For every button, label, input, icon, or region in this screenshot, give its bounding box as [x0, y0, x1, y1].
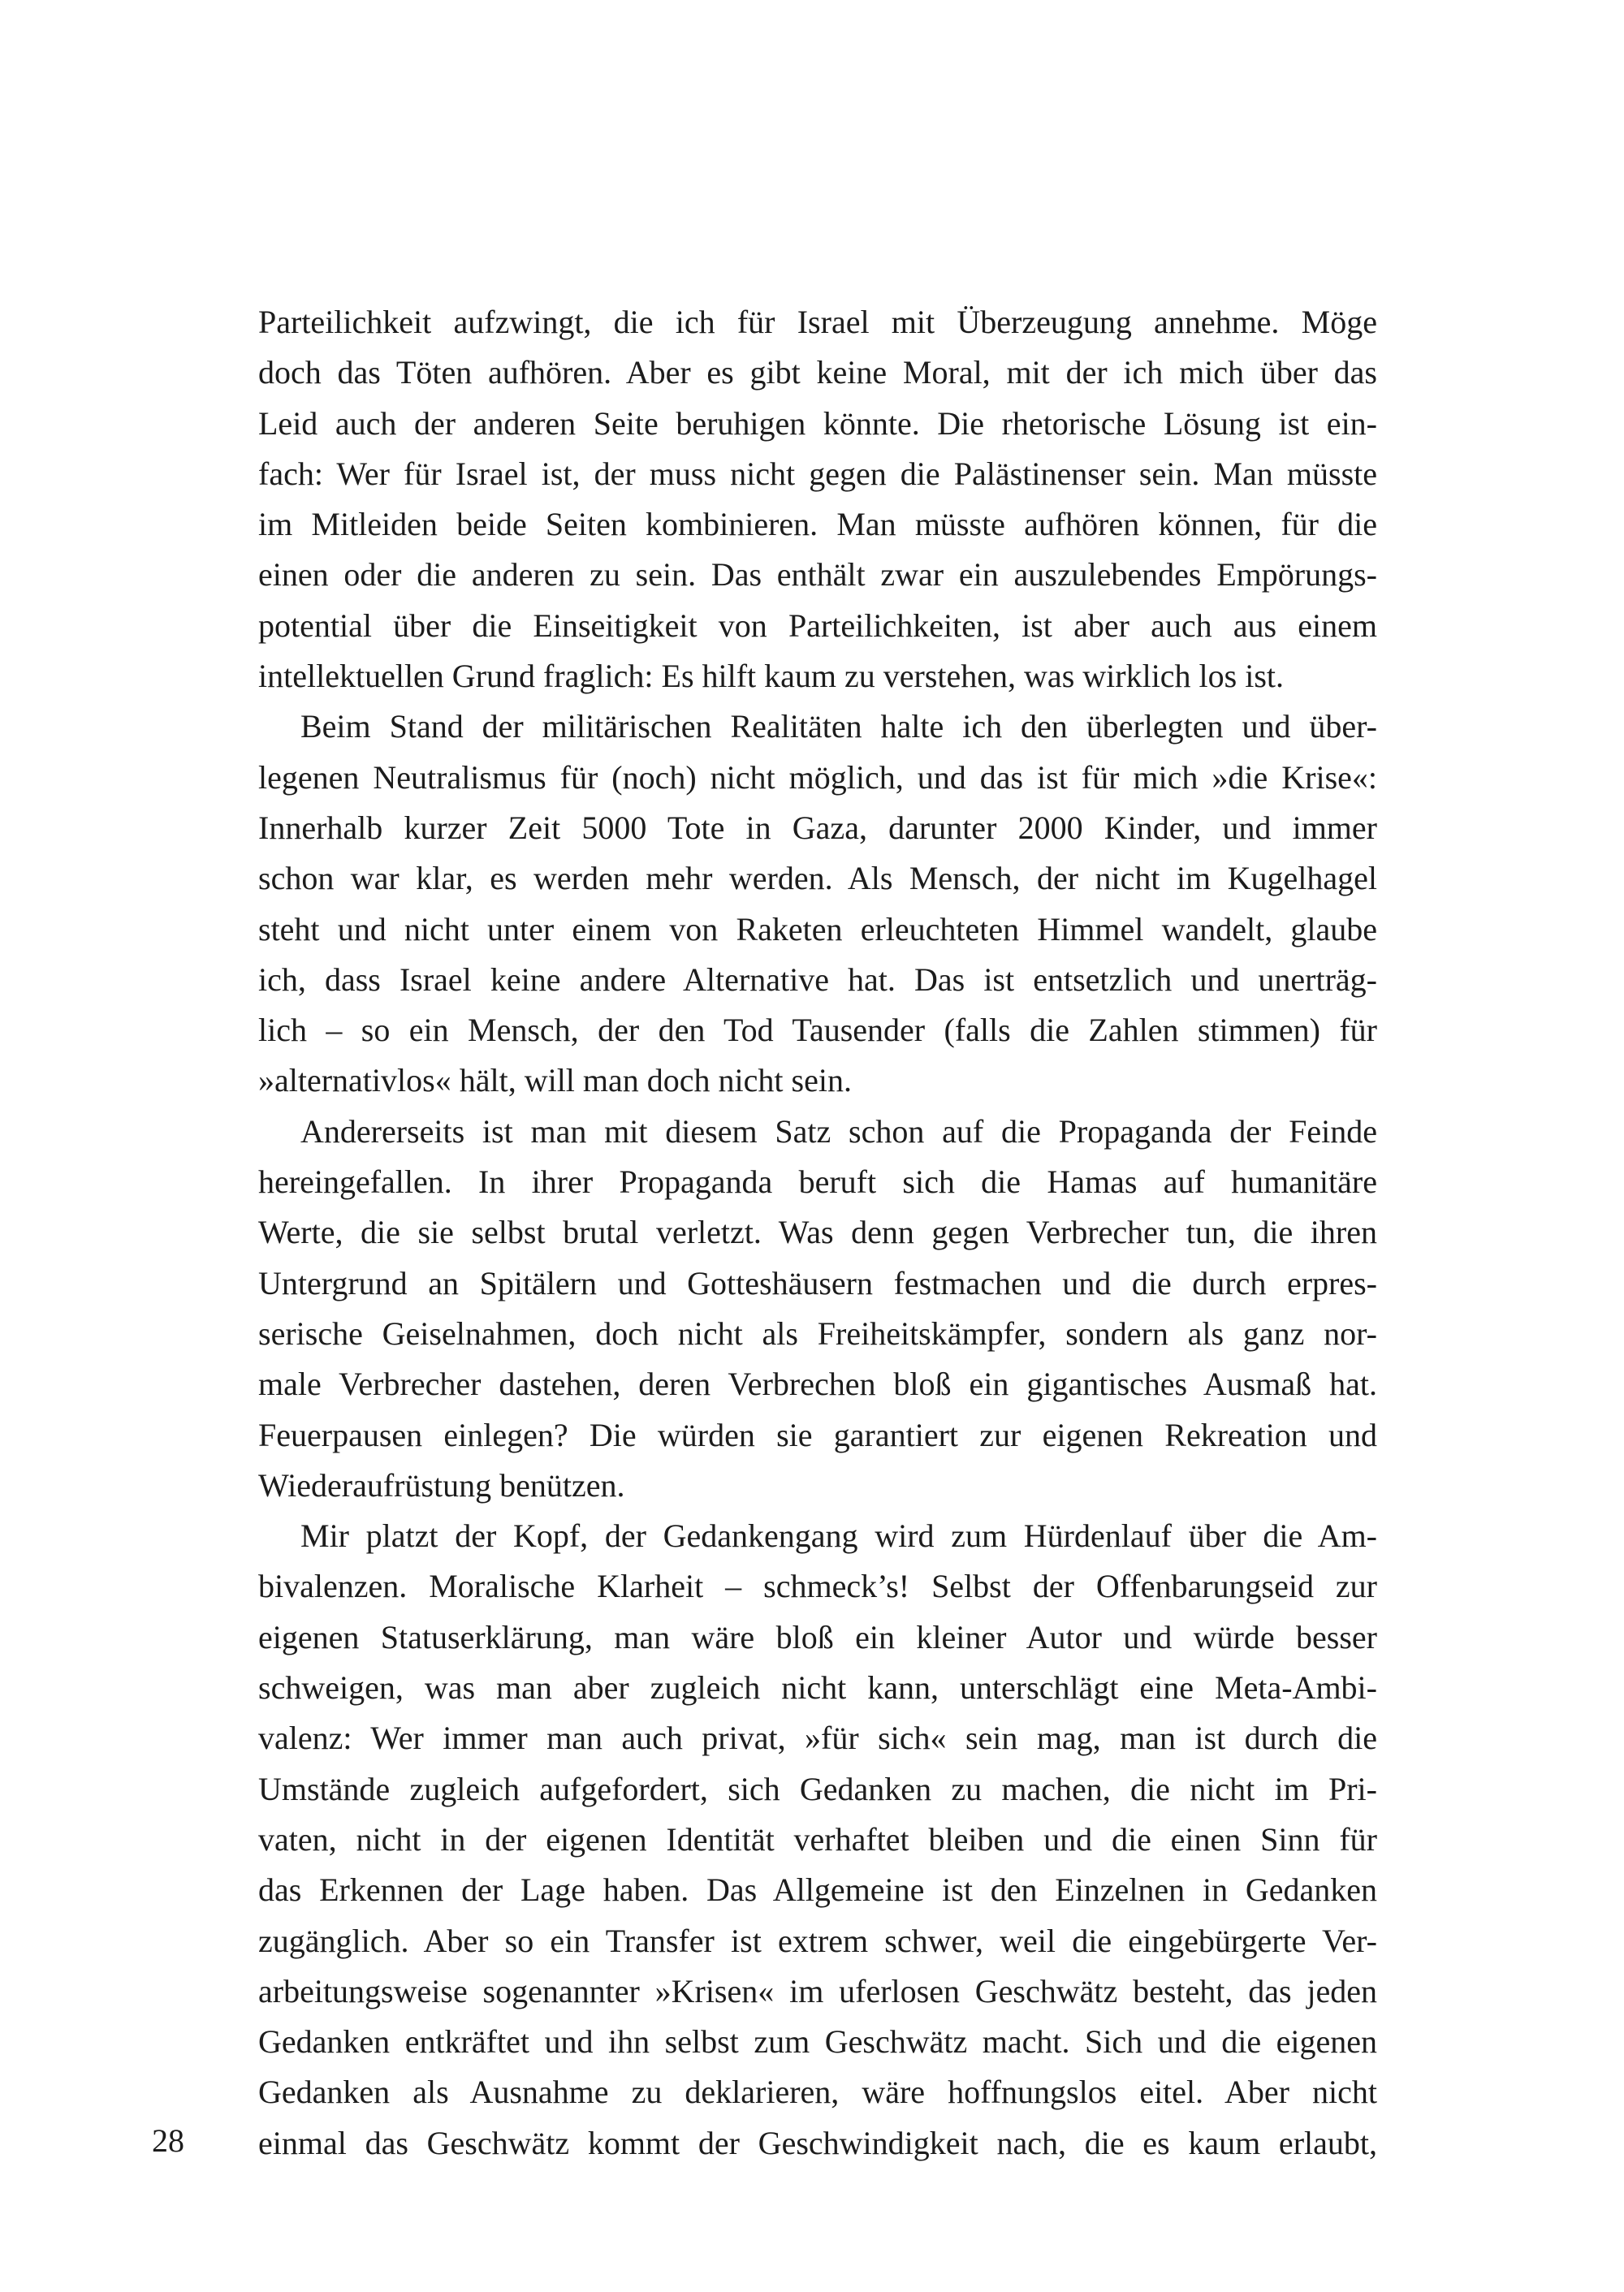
text-line: schon war klar, es werden mehr werden. Als Mensch, der nicht im Kugelhagel	[258, 860, 1377, 897]
text-line: »alternativlos« hält, will man doch nicht sein.	[258, 1062, 852, 1099]
paragraph	[258, 1511, 1377, 2169]
text-line: Werte, die sie selbst brutal verletzt. Was denn gegen Verbrecher tun, die ihren	[258, 1214, 1377, 1251]
text-line: einen oder die anderen zu sein. Das enthält zwar ein auszulebendes Empörungs-	[258, 556, 1377, 594]
body-text	[258, 297, 1377, 2169]
paragraph	[258, 297, 1377, 701]
text-line: das Erkennen der Lage haben. Das Allgemeine ist den Einzelnen in Gedanken	[258, 1871, 1377, 1909]
paragraph	[258, 701, 1377, 1106]
text-line: valenz: Wer immer man auch privat, »für sich« sein mag, man ist durch die	[258, 1720, 1377, 1757]
text-line: male Verbrecher dastehen, deren Verbrechen bloß ein gigantisches Ausmaß hat.	[258, 1366, 1377, 1403]
text-line: Parteilichkeit aufzwingt, die ich für Israel mit Überzeugung annehme. Möge	[258, 304, 1377, 340]
text-line: einmal das Geschwätz kommt der Geschwindigkeit nach, die es kaum erlaubt,	[258, 2124, 1377, 2161]
text-line: Leid auch der anderen Seite beruhigen könnte. Die rhetorische Lösung ist ein-	[258, 404, 1377, 442]
text-line: potential über die Einseitigkeit von Parteilichkeiten, ist aber auch aus einem	[258, 606, 1377, 644]
text-line: Beim Stand der militärischen Realitäten halte ich den überlegten und über-	[300, 708, 1377, 745]
text-line: Gedanken als Ausnahme zu deklarieren, wäre hoffnungslos eitel. Aber nicht	[258, 2074, 1377, 2111]
text-line: Mir platzt der Kopf, der Gedankengang wird zum Hürdenlauf über die Am-	[300, 1517, 1377, 1555]
paragraph	[258, 1107, 1377, 1511]
text-line: bivalenzen. Moralische Klarheit – schmeck’s! Selbst der Offenbarungseid zur	[258, 1568, 1377, 1605]
text-line: serische Geiselnahmen, doch nicht als Freiheitskämpfer, sondern als ganz nor-	[258, 1314, 1377, 1352]
text-line: zugänglich. Aber so ein Transfer ist extrem schwer, weil die eingebürgerte Ver-	[258, 1922, 1377, 1959]
text-line: ich, dass Israel keine andere Alternative hat. Das ist entsetzlich und unerträg-	[258, 960, 1377, 998]
text-line: doch das Töten aufhören. Aber es gibt keine Moral, mit der ich mich über das	[258, 354, 1377, 391]
text-line: im Mitleiden beide Seiten kombinieren. Man müsste aufhören können, für die	[258, 506, 1377, 543]
text-line: Feuerpausen einlegen? Die würden sie garantiert zur eigenen Rekreation und	[258, 1416, 1377, 1453]
text-line: vaten, nicht in der eigenen Identität verhaftet bleiben und die einen Sinn für	[258, 1820, 1377, 1858]
text-line: Umstände zugleich aufgefordert, sich Gedanken zu machen, die nicht im Pri-	[258, 1770, 1377, 1807]
text-line: schweigen, was man aber zugleich nicht kann, unterschlägt eine Meta-Ambi-	[258, 1669, 1377, 1707]
text-line: eigenen Statuserklärung, man wäre bloß ein kleiner Autor und würde besser	[258, 1618, 1377, 1655]
text-line: arbeitungsweise sogenannter »Krisen« im uferlosen Geschwätz besteht, das jeden	[258, 1972, 1377, 2009]
text-line: Gedanken entkräftet und ihn selbst zum Geschwätz macht. Sich und die eigenen	[258, 2023, 1377, 2061]
text-line: Untergrund an Spitälern und Gotteshäusern festmachen und die durch erpres-	[258, 1264, 1377, 1301]
text-line: fach: Wer für Israel ist, der muss nicht gegen die Palästinenser sein. Man müsste	[258, 455, 1377, 492]
text-line: intellektuellen Grund fraglich: Es hilft kaum zu verstehen, was wirklich los ist.	[258, 658, 1285, 695]
page-number: 28	[152, 2122, 184, 2159]
text-line: lich – so ein Mensch, der den Tod Tausender (falls die Zahlen stimmen) für	[258, 1012, 1377, 1049]
text-line: legenen Neutralismus für (noch) nicht möglich, und das ist für mich »die Krise«:	[258, 758, 1377, 796]
text-line: Innerhalb kurzer Zeit 5000 Tote in Gaza, darunter 2000 Kinder, und immer	[258, 809, 1377, 846]
text-line: steht und nicht unter einem von Raketen erleuchteten Himmel wandelt, glaube	[258, 910, 1377, 947]
text-line: Wiederaufrüstung benützen.	[258, 1466, 625, 1504]
text-line: hereingefallen. In ihrer Propaganda beruft sich die Hamas auf humanitäre	[258, 1163, 1377, 1201]
text-line: Andererseits ist man mit diesem Satz schon auf die Propaganda der Feinde	[300, 1112, 1377, 1150]
